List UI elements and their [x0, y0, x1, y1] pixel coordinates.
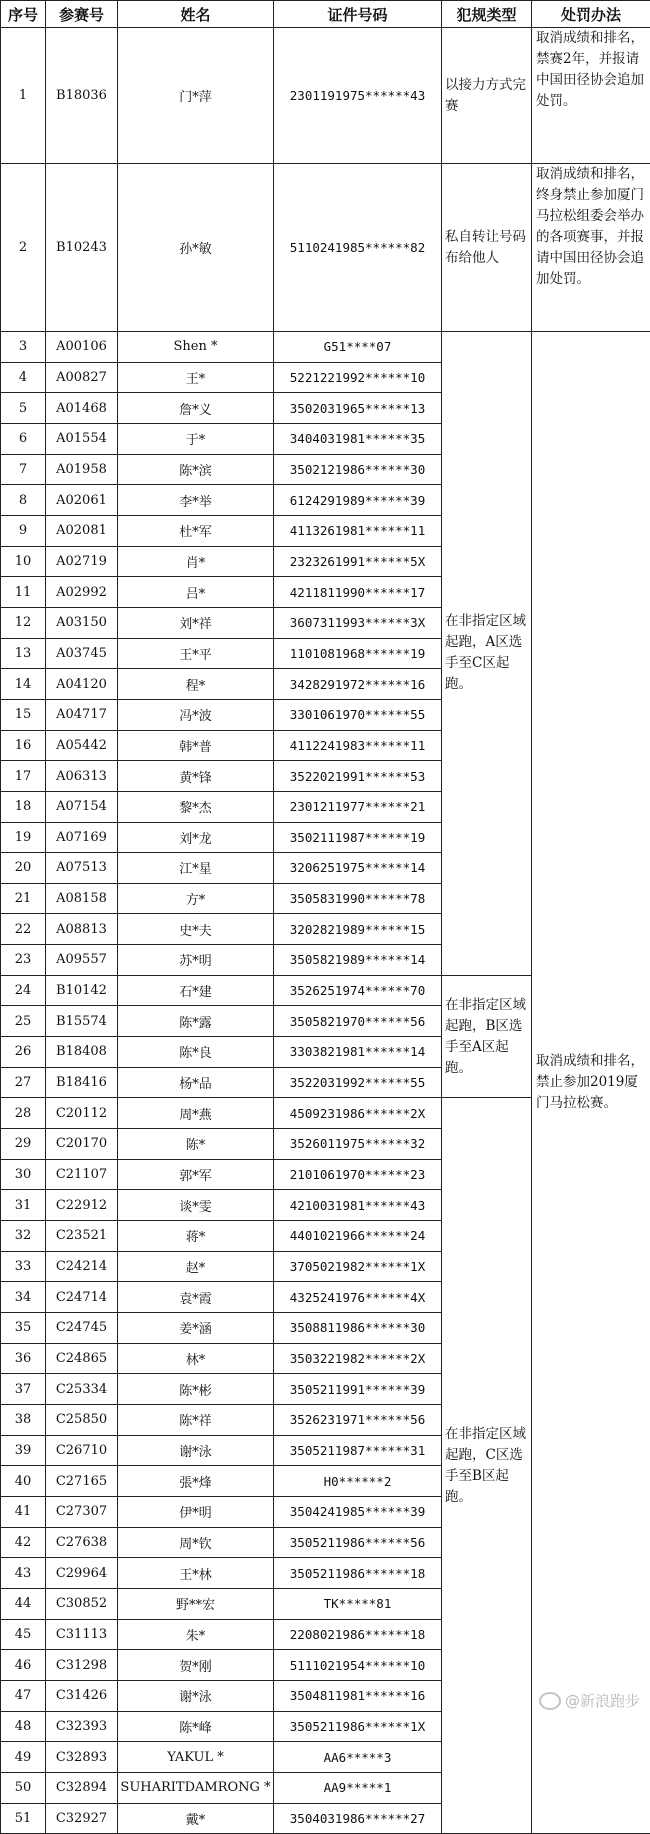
- cell-id: G51****07: [274, 332, 442, 363]
- cell-seq: 25: [1, 1006, 46, 1037]
- cell-id: 3202821989******15: [274, 914, 442, 945]
- cell-bib: C24714: [46, 1282, 118, 1313]
- cell-id: 4112241983******11: [274, 730, 442, 761]
- cell-bib: A06313: [46, 761, 118, 792]
- cell-name: 陈*露: [118, 1006, 274, 1037]
- cell-id: 3505211986******18: [274, 1558, 442, 1589]
- cell-seq: 39: [1, 1435, 46, 1466]
- cell-name: 谢*泳: [118, 1435, 274, 1466]
- cell-id: 3505831990******78: [274, 883, 442, 914]
- header-seq: 序号: [1, 1, 46, 28]
- cell-seq: 51: [1, 1803, 46, 1834]
- cell-id: 3502031965******13: [274, 393, 442, 424]
- cell-bib: C21107: [46, 1159, 118, 1190]
- cell-seq: 17: [1, 761, 46, 792]
- cell-id: 3404031981******35: [274, 423, 442, 454]
- cell-seq: 15: [1, 699, 46, 730]
- cell-bib: C24745: [46, 1313, 118, 1344]
- cell-id: 3526251974******70: [274, 975, 442, 1006]
- cell-name: 江*星: [118, 853, 274, 884]
- cell-name: YAKUL *: [118, 1742, 274, 1773]
- cell-bib: A03150: [46, 607, 118, 638]
- cell-name: 周*钦: [118, 1527, 274, 1558]
- cell-seq: 43: [1, 1558, 46, 1589]
- cell-seq: 44: [1, 1588, 46, 1619]
- cell-bib: C32893: [46, 1742, 118, 1773]
- cell-bib: C31113: [46, 1619, 118, 1650]
- cell-name: 谈*雯: [118, 1190, 274, 1221]
- cell-name: 王*林: [118, 1558, 274, 1589]
- cell-id: 3526011975******32: [274, 1129, 442, 1160]
- cell-id: 3505211991******39: [274, 1374, 442, 1405]
- cell-name: 陈*滨: [118, 454, 274, 485]
- table-row: [1, 164, 650, 332]
- cell-seq: 16: [1, 730, 46, 761]
- cell-id: 3522021991******53: [274, 761, 442, 792]
- cell-bib: A04120: [46, 669, 118, 700]
- cell-bib: A01554: [46, 423, 118, 454]
- cell-bib: A03745: [46, 638, 118, 669]
- cell-seq: 13: [1, 638, 46, 669]
- cell-violation: 以接力方式完赛: [442, 28, 532, 164]
- cell-id: 3206251975******14: [274, 853, 442, 884]
- cell-bib: B18416: [46, 1067, 118, 1098]
- cell-bib: C24214: [46, 1251, 118, 1282]
- cell-id: 3504811981******16: [274, 1680, 442, 1711]
- cell-name: 史*夫: [118, 914, 274, 945]
- header-bib: 参赛号: [46, 1, 118, 28]
- cell-seq: 20: [1, 853, 46, 884]
- cell-id: 3505211986******1X: [274, 1711, 442, 1742]
- cell-name: 陈*: [118, 1129, 274, 1160]
- cell-seq: 50: [1, 1772, 46, 1803]
- cell-bib: A08813: [46, 914, 118, 945]
- cell-bib: C27307: [46, 1496, 118, 1527]
- cell-seq: 49: [1, 1742, 46, 1773]
- cell-id: 2323261991******5X: [274, 546, 442, 577]
- cell-name: 陈*峰: [118, 1711, 274, 1742]
- cell-bib: C26710: [46, 1435, 118, 1466]
- cell-bib: A09557: [46, 945, 118, 976]
- cell-name: 李*举: [118, 485, 274, 516]
- cell-seq: 4: [1, 362, 46, 393]
- cell-name: 王*: [118, 362, 274, 393]
- cell-seq: 22: [1, 914, 46, 945]
- cell-bib: C27638: [46, 1527, 118, 1558]
- cell-seq: 2: [1, 164, 46, 332]
- cell-bib: A07513: [46, 853, 118, 884]
- cell-violation: 在非指定区域起跑，B区选手至A区起跑。: [442, 975, 532, 1098]
- cell-bib: A08158: [46, 883, 118, 914]
- cell-name: 伊*明: [118, 1496, 274, 1527]
- cell-bib: A01958: [46, 454, 118, 485]
- cell-name: 门*萍: [118, 28, 274, 164]
- cell-name: 方*: [118, 883, 274, 914]
- cell-name: 姜*涵: [118, 1313, 274, 1344]
- header-id: 证件号码: [274, 1, 442, 28]
- cell-bib: C32393: [46, 1711, 118, 1742]
- cell-name: 詹*义: [118, 393, 274, 424]
- table-row: [1, 332, 650, 363]
- cell-id: 2101061970******23: [274, 1159, 442, 1190]
- cell-id: 4401021966******24: [274, 1221, 442, 1252]
- cell-name: 吕*: [118, 577, 274, 608]
- cell-id: 3526231971******56: [274, 1404, 442, 1435]
- cell-seq: 33: [1, 1251, 46, 1282]
- cell-name: 赵*: [118, 1251, 274, 1282]
- cell-seq: 27: [1, 1067, 46, 1098]
- cell-name: 蒋*: [118, 1221, 274, 1252]
- cell-bib: A00827: [46, 362, 118, 393]
- cell-name: 苏*明: [118, 945, 274, 976]
- cell-seq: 32: [1, 1221, 46, 1252]
- cell-seq: 12: [1, 607, 46, 638]
- cell-id: 3301061970******55: [274, 699, 442, 730]
- cell-bib: A07169: [46, 822, 118, 853]
- cell-id: 3504031986******27: [274, 1803, 442, 1834]
- cell-bib: B18036: [46, 28, 118, 164]
- cell-name: 王*平: [118, 638, 274, 669]
- cell-bib: C23521: [46, 1221, 118, 1252]
- cell-id: 6124291989******39: [274, 485, 442, 516]
- cell-name: 陈*祥: [118, 1404, 274, 1435]
- cell-name: 陈*良: [118, 1037, 274, 1068]
- cell-id: 3607311993******3X: [274, 607, 442, 638]
- cell-bib: A00106: [46, 332, 118, 363]
- cell-seq: 36: [1, 1343, 46, 1374]
- cell-name: 朱*: [118, 1619, 274, 1650]
- cell-id: 2208021986******18: [274, 1619, 442, 1650]
- cell-seq: 5: [1, 393, 46, 424]
- cell-bib: C30852: [46, 1588, 118, 1619]
- weibo-watermark: [539, 1690, 640, 1711]
- cell-bib: A02719: [46, 546, 118, 577]
- cell-bib: C29964: [46, 1558, 118, 1589]
- cell-bib: C27165: [46, 1466, 118, 1497]
- cell-seq: 48: [1, 1711, 46, 1742]
- cell-name: 杜*军: [118, 515, 274, 546]
- cell-name: 杨*品: [118, 1067, 274, 1098]
- cell-seq: 24: [1, 975, 46, 1006]
- header-penalty: 处罚办法: [532, 1, 650, 28]
- cell-seq: 9: [1, 515, 46, 546]
- cell-name: 贺*刚: [118, 1650, 274, 1681]
- cell-bib: C31426: [46, 1680, 118, 1711]
- cell-name: 黄*锋: [118, 761, 274, 792]
- cell-name: 周*燕: [118, 1098, 274, 1129]
- cell-id: 3505211986******56: [274, 1527, 442, 1558]
- cell-id: 3505211987******31: [274, 1435, 442, 1466]
- cell-id: 5221221992******10: [274, 362, 442, 393]
- cell-seq: 34: [1, 1282, 46, 1313]
- cell-name: 林*: [118, 1343, 274, 1374]
- cell-bib: C24865: [46, 1343, 118, 1374]
- cell-seq: 45: [1, 1619, 46, 1650]
- cell-name: 冯*波: [118, 699, 274, 730]
- cell-seq: 31: [1, 1190, 46, 1221]
- cell-bib: B10142: [46, 975, 118, 1006]
- cell-id: 3505821970******56: [274, 1006, 442, 1037]
- cell-id: 3522031992******55: [274, 1067, 442, 1098]
- cell-id: 3502121986******30: [274, 454, 442, 485]
- cell-name: 袁*霞: [118, 1282, 274, 1313]
- cell-name: 郭*军: [118, 1159, 274, 1190]
- cell-seq: 6: [1, 423, 46, 454]
- cell-seq: 46: [1, 1650, 46, 1681]
- cell-name: 孙*敏: [118, 164, 274, 332]
- cell-id: 2301191975******43: [274, 28, 442, 164]
- cell-name: 于*: [118, 423, 274, 454]
- cell-seq: 38: [1, 1404, 46, 1435]
- cell-id: 3705021982******1X: [274, 1251, 442, 1282]
- header-row: [1, 1, 650, 28]
- cell-seq: 10: [1, 546, 46, 577]
- cell-seq: 8: [1, 485, 46, 516]
- cell-id: 3303821981******14: [274, 1037, 442, 1068]
- cell-seq: 37: [1, 1374, 46, 1405]
- cell-seq: 42: [1, 1527, 46, 1558]
- cell-name: 谢*泳: [118, 1680, 274, 1711]
- cell-seq: 3: [1, 332, 46, 363]
- cell-bib: A04717: [46, 699, 118, 730]
- cell-seq: 35: [1, 1313, 46, 1344]
- cell-id: 4325241976******4X: [274, 1282, 442, 1313]
- cell-name: Shen *: [118, 332, 274, 363]
- cell-name: 戴*: [118, 1803, 274, 1834]
- watermark-text: @新浪跑步: [565, 1690, 640, 1711]
- cell-id: 2301211977******21: [274, 791, 442, 822]
- cell-seq: 40: [1, 1466, 46, 1497]
- cell-name: 程*: [118, 669, 274, 700]
- cell-bib: A02992: [46, 577, 118, 608]
- cell-name: 野**宏: [118, 1588, 274, 1619]
- cell-name: 刘*龙: [118, 822, 274, 853]
- cell-bib: C25850: [46, 1404, 118, 1435]
- cell-id: 4210031981******43: [274, 1190, 442, 1221]
- cell-bib: B15574: [46, 1006, 118, 1037]
- cell-seq: 29: [1, 1129, 46, 1160]
- cell-id: 4509231986******2X: [274, 1098, 442, 1129]
- cell-id: H0******2: [274, 1466, 442, 1497]
- cell-bib: A01468: [46, 393, 118, 424]
- cell-bib: C25334: [46, 1374, 118, 1405]
- cell-name: 石*建: [118, 975, 274, 1006]
- cell-bib: C20112: [46, 1098, 118, 1129]
- cell-bib: C32927: [46, 1803, 118, 1834]
- cell-bib: B18408: [46, 1037, 118, 1068]
- cell-seq: 19: [1, 822, 46, 853]
- cell-name: 張*烽: [118, 1466, 274, 1497]
- cell-id: 3505821989******14: [274, 945, 442, 976]
- cell-violation: 在非指定区域起跑，A区选手至C区起跑。: [442, 332, 532, 976]
- cell-name: 刘*祥: [118, 607, 274, 638]
- cell-bib: A05442: [46, 730, 118, 761]
- cell-id: 3503221982******2X: [274, 1343, 442, 1374]
- cell-id: TK*****81: [274, 1588, 442, 1619]
- cell-penalty: 取消成绩和排名，禁赛2年，并报请中国田径协会追加处罚。: [532, 28, 650, 164]
- cell-seq: 11: [1, 577, 46, 608]
- weibo-logo-icon: [539, 1692, 561, 1710]
- cell-violation: 在非指定区域起跑，C区选手至B区起跑。: [442, 1098, 532, 1834]
- cell-violation: 私自转让号码布给他人: [442, 164, 532, 332]
- cell-seq: 41: [1, 1496, 46, 1527]
- cell-id: 3502111987******19: [274, 822, 442, 853]
- cell-seq: 18: [1, 791, 46, 822]
- cell-seq: 14: [1, 669, 46, 700]
- cell-name: SUHARITDAMRONG *: [118, 1772, 274, 1803]
- cell-id: 3504241985******39: [274, 1496, 442, 1527]
- cell-seq: 7: [1, 454, 46, 485]
- cell-bib: C32894: [46, 1772, 118, 1803]
- cell-seq: 26: [1, 1037, 46, 1068]
- cell-bib: C31298: [46, 1650, 118, 1681]
- cell-id: 3428291972******16: [274, 669, 442, 700]
- cell-id: AA9*****1: [274, 1772, 442, 1803]
- cell-id: 1101081968******19: [274, 638, 442, 669]
- cell-name: 黎*杰: [118, 791, 274, 822]
- cell-bib: C22912: [46, 1190, 118, 1221]
- header-name: 姓名: [118, 1, 274, 28]
- cell-bib: A07154: [46, 791, 118, 822]
- header-violation: 犯规类型: [442, 1, 532, 28]
- table-row: [1, 28, 650, 164]
- cell-seq: 30: [1, 1159, 46, 1190]
- cell-penalty: 取消成绩和排名，禁止参加2019厦门马拉松赛。: [532, 332, 650, 1834]
- cell-seq: 28: [1, 1098, 46, 1129]
- cell-bib: C20170: [46, 1129, 118, 1160]
- cell-bib: B10243: [46, 164, 118, 332]
- cell-seq: 1: [1, 28, 46, 164]
- cell-seq: 47: [1, 1680, 46, 1711]
- cell-seq: 21: [1, 883, 46, 914]
- cell-bib: A02061: [46, 485, 118, 516]
- cell-bib: A02081: [46, 515, 118, 546]
- cell-name: 肖*: [118, 546, 274, 577]
- cell-id: 5110241985******82: [274, 164, 442, 332]
- cell-id: 3508811986******30: [274, 1313, 442, 1344]
- cell-id: 5111021954******10: [274, 1650, 442, 1681]
- cell-id: 4211811990******17: [274, 577, 442, 608]
- cell-id: AA6*****3: [274, 1742, 442, 1773]
- cell-id: 4113261981******11: [274, 515, 442, 546]
- cell-penalty: 取消成绩和排名，终身禁止参加厦门马拉松组委会举办的各项赛事，并报请中国田径协会追加处罚。: [532, 164, 650, 332]
- cell-name: 陈*彬: [118, 1374, 274, 1405]
- cell-seq: 23: [1, 945, 46, 976]
- cell-name: 韩*普: [118, 730, 274, 761]
